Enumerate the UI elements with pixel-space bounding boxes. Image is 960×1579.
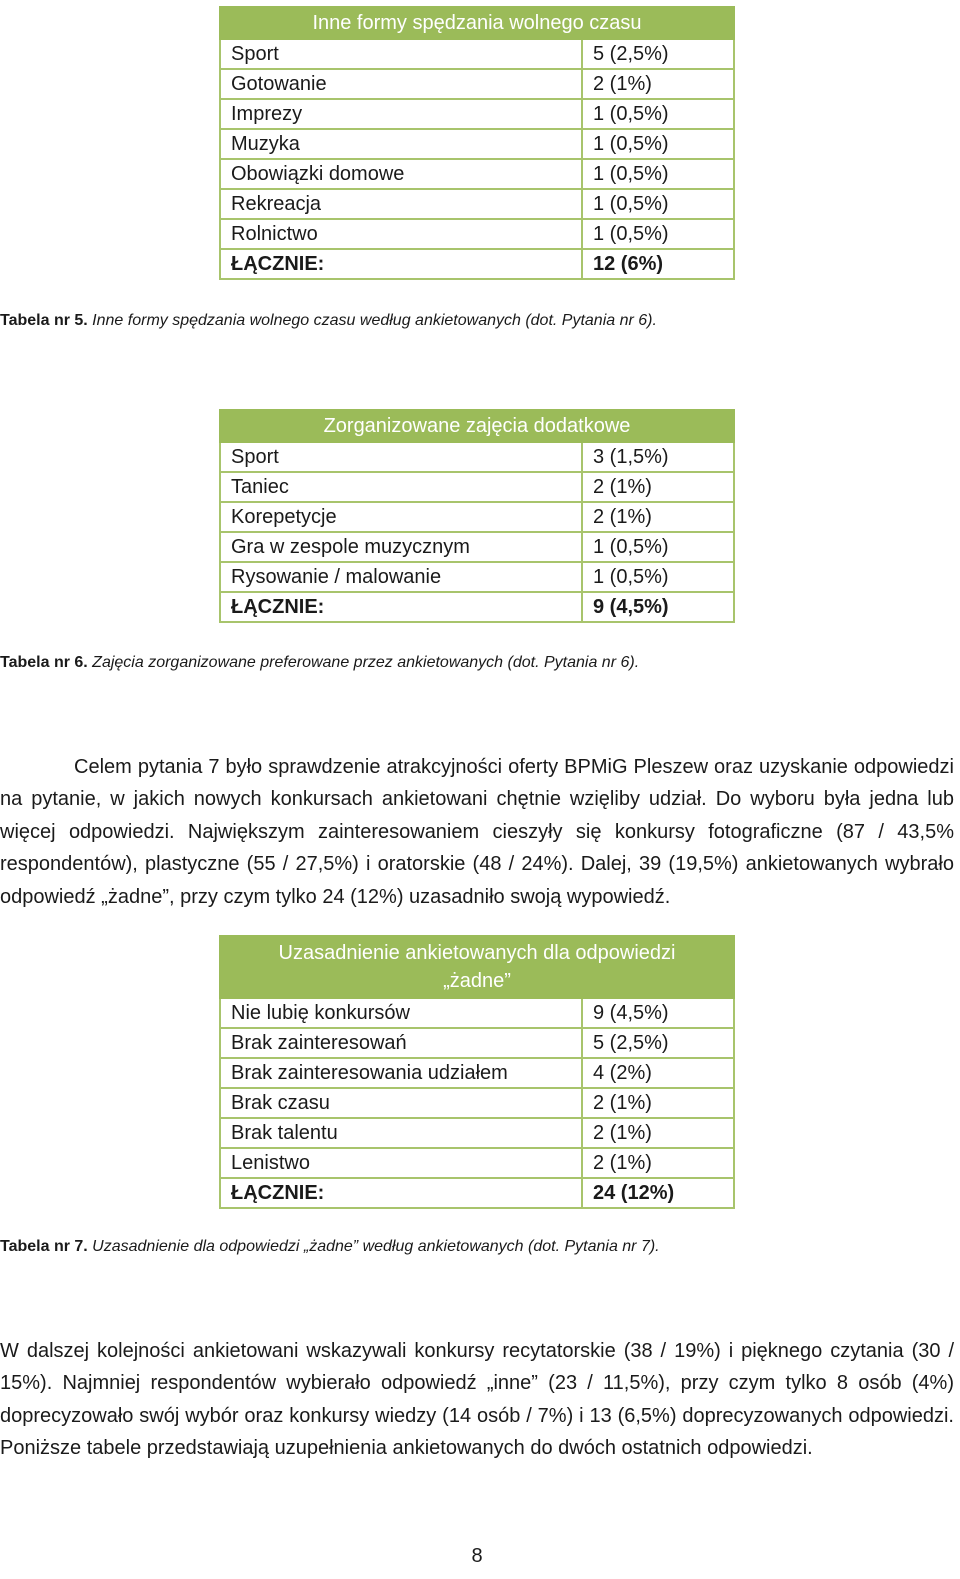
table-row [220,1118,734,1148]
row-value: 9 (4,5%) [582,998,734,1028]
row-value: 1 (0,5%) [582,99,734,129]
row-name: Korepetycje [220,502,582,532]
row-value: 1 (0,5%) [582,159,734,189]
row-name: Muzyka [220,129,582,159]
row-name: Rysowanie / malowanie [220,562,582,592]
row-name: Obowiązki domowe [220,159,582,189]
caption-text: Inne formy spędzania wolnego czasu według ankietowanych (dot. Pytania nr 6). [87,312,657,329]
table-row [220,1148,734,1178]
row-value: 1 (0,5%) [582,532,734,562]
table-7-header: Uzasadnienie ankietowanych dla odpowiedzi „żadne” [220,936,734,998]
paragraph-1 [0,751,954,913]
caption-label: Tabela nr 7. [0,1238,88,1255]
row-name: Lenistwo [220,1148,582,1178]
row-name: Nie lubię konkursów [220,998,582,1028]
row-name: Brak zainteresowań [220,1028,582,1058]
row-value: 5 (2,5%) [582,39,734,69]
table-row [220,1028,734,1058]
table-row [220,1088,734,1118]
row-name: Gotowanie [220,69,582,99]
row-name: Taniec [220,472,582,502]
row-name: Brak zainteresowania udziałem [220,1058,582,1088]
row-value: 2 (1%) [582,1118,734,1148]
row-value: 2 (1%) [582,1148,734,1178]
table-row [220,39,734,69]
table-row [220,502,734,532]
row-name: Rolnictwo [220,219,582,249]
table-total-row [220,592,734,622]
row-value: 4 (2%) [582,1058,734,1088]
caption-label: Tabela nr 6. [0,654,88,671]
row-value: 3 (1,5%) [582,442,734,472]
total-value: 9 (4,5%) [582,592,734,622]
table-6 [219,409,735,623]
table-row [220,159,734,189]
table-row [220,1058,734,1088]
table-row [220,562,734,592]
row-name: Gra w zespole muzycznym [220,532,582,562]
row-value: 2 (1%) [582,69,734,99]
total-value: 12 (6%) [582,249,734,279]
row-value: 1 (0,5%) [582,219,734,249]
table-5 [219,6,735,280]
row-value: 2 (1%) [582,472,734,502]
caption-label: Tabela nr 5. [0,312,88,329]
table-7 [219,935,735,1209]
table-5-caption [0,311,657,331]
total-label: ŁĄCZNIE: [220,249,582,279]
table-6-header: Zorganizowane zajęcia dodatkowe [220,410,734,442]
total-value: 24 (12%) [582,1178,734,1208]
row-name: Sport [220,39,582,69]
table-row [220,442,734,472]
paragraph-1-text: Celem pytania 7 było sprawdzenie atrakcyjności oferty BPMiG Pleszew oraz uzyskanie odpowiedzi na pytanie, w jakich nowych konkursach ankietowani chętnie wzięliby udział. Do wyboru była jedna lub więcej odpowiedzi. Największym zainteresowaniem cieszyły się konkursy fotograficzne (87 / 43,5% respondentów), plastyczne (55 / 27,5%) i oratorskie (48 / 24%). Dalej, 39 (19,5%) ankietowanych wybrało odpowiedź „żadne”, przy czym tylko 24 (12%) uzasadniło swoją wypowiedź. [0,756,954,908]
table-row [220,99,734,129]
page-number: 8 [471,1545,483,1567]
row-value: 2 (1%) [582,502,734,532]
row-name: Imprezy [220,99,582,129]
caption-text: Uzasadnienie dla odpowiedzi „żadne” według ankietowanych (dot. Pytania nr 7). [87,1238,660,1255]
total-label: ŁĄCZNIE: [220,592,582,622]
table-row [220,998,734,1028]
table-row [220,189,734,219]
row-value: 5 (2,5%) [582,1028,734,1058]
table-row [220,69,734,99]
row-name: Brak czasu [220,1088,582,1118]
row-value: 1 (0,5%) [582,189,734,219]
table-6-caption [0,653,639,673]
table-row [220,472,734,502]
row-name: Sport [220,442,582,472]
row-value: 1 (0,5%) [582,129,734,159]
row-value: 2 (1%) [582,1088,734,1118]
row-value: 1 (0,5%) [582,562,734,592]
table-total-row [220,249,734,279]
table-7-caption [0,1237,660,1257]
table-5-header: Inne formy spędzania wolnego czasu [220,7,734,39]
row-name: Rekreacja [220,189,582,219]
table-row [220,219,734,249]
table-row [220,129,734,159]
table-row [220,532,734,562]
total-label: ŁĄCZNIE: [220,1178,582,1208]
caption-text: Zajęcia zorganizowane preferowane przez ankietowanych (dot. Pytania nr 6). [87,654,640,671]
row-name: Brak talentu [220,1118,582,1148]
paragraph-2: W dalszej kolejności ankietowani wskazywali konkursy recytatorskie (38 / 19%) i pięknego czytania (30 / 15%). Najmniej respondentów wybierało odpowiedź „inne” (23 / 11,5%), przy czym tylko 8 osób (4%) doprecyzowało swój wybór oraz konkursy wiedzy (14 osób / 7%) i 13 (6,5%) doprecyzowanych odpowiedzi. Poniższe tabele przedstawiają uzupełnienia ankietowanych do dwóch ostatnich odpowiedzi. [0,1340,954,1460]
table-total-row [220,1178,734,1208]
